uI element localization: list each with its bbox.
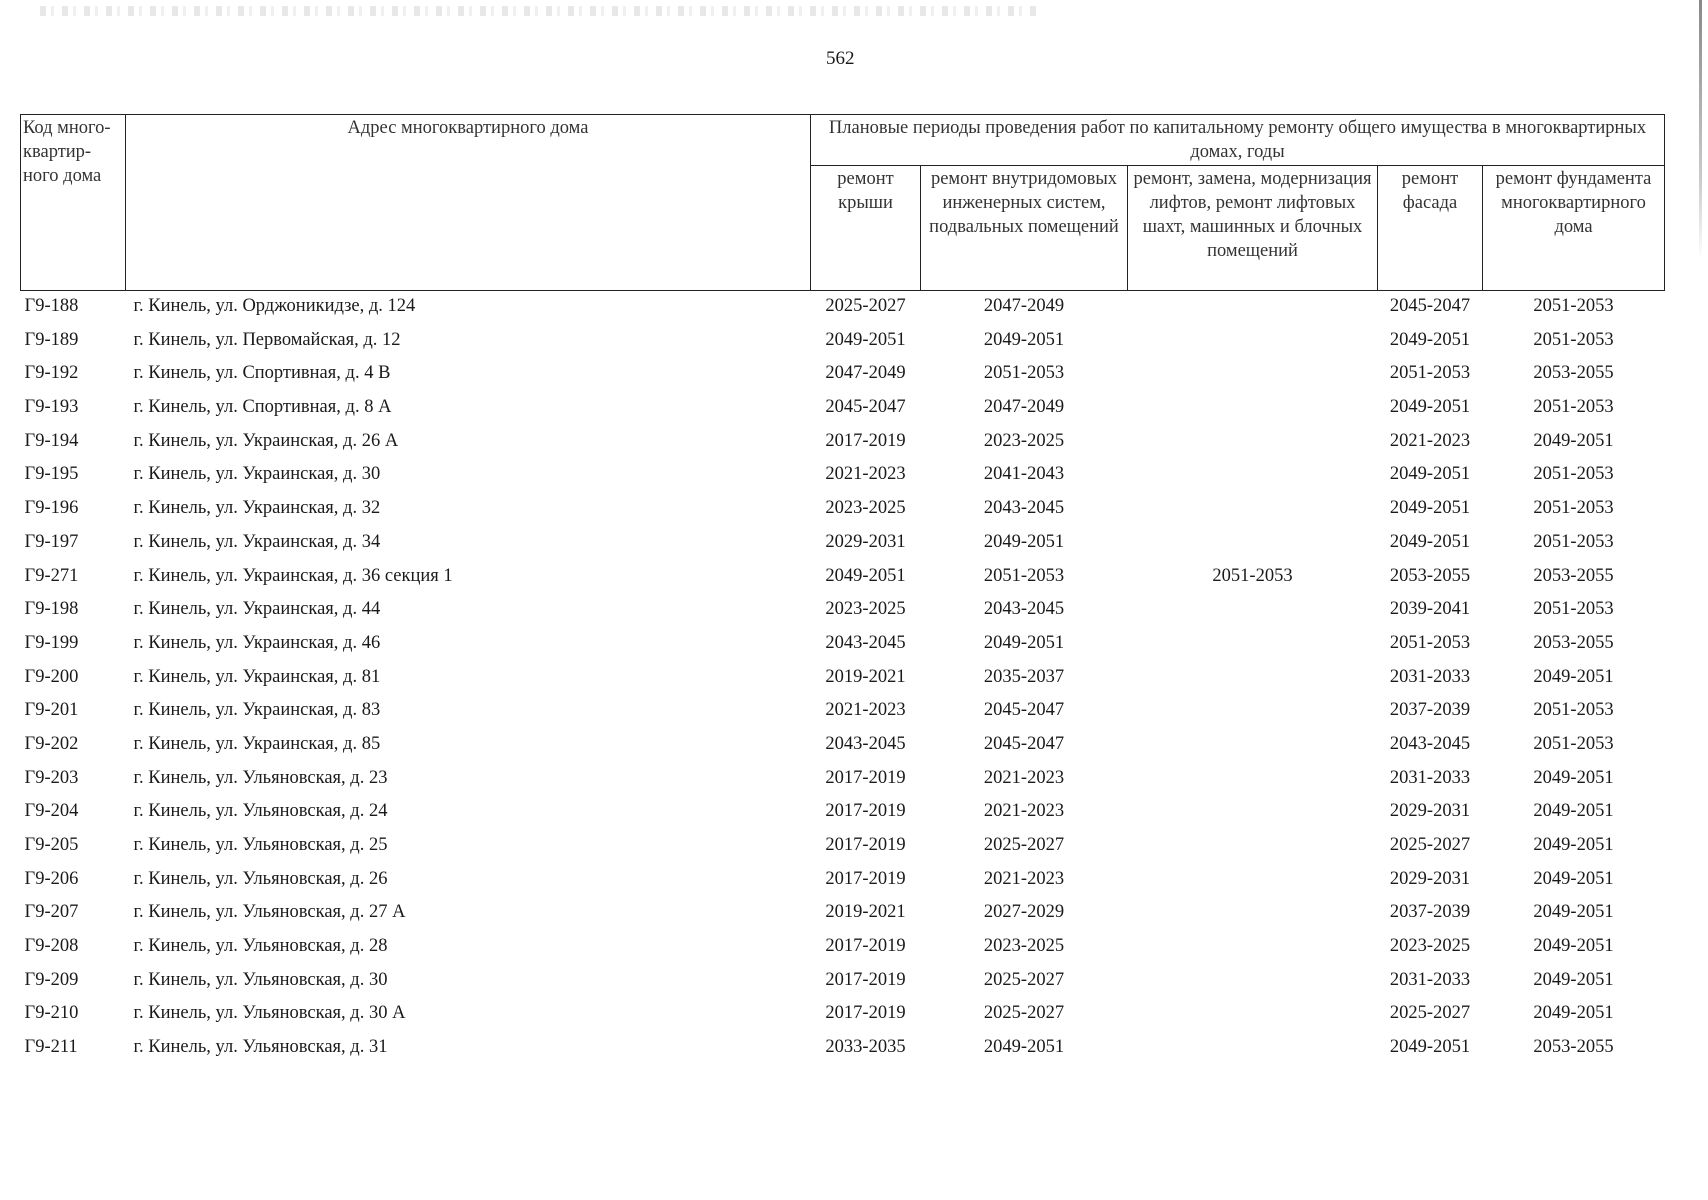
cell-elevators xyxy=(1128,864,1378,898)
cell-elevators xyxy=(1128,426,1378,460)
table-row xyxy=(21,763,1665,797)
cell-engineering: 2025-2027 xyxy=(983,835,1065,855)
cell-roof: 2021-2023 xyxy=(825,700,906,721)
cell-roof: 2019-2021 xyxy=(825,902,906,923)
cell-elevators xyxy=(1128,527,1378,561)
cell-facade: 2049-2051 xyxy=(1389,464,1471,485)
cell-code: Г9-202 xyxy=(24,733,79,754)
cell-elevators xyxy=(1128,965,1378,999)
cell-code: Г9-271 xyxy=(24,565,79,586)
cell-address: г. Кинель, ул. Украинская, д. 85 xyxy=(133,733,381,754)
cell-address: г. Кинель, ул. Украинская, д. 26 А xyxy=(133,430,399,451)
cell-code: Г9-188 xyxy=(24,296,79,316)
cell-address: г. Кинель, ул. Украинская, д. 32 xyxy=(133,498,381,519)
cell-code: Г9-204 xyxy=(24,801,79,822)
cell-roof: 2017-2019 xyxy=(825,801,906,822)
cell-roof: 2017-2019 xyxy=(825,868,906,889)
table-row xyxy=(21,729,1665,763)
cell-code: Г9-211 xyxy=(24,1037,78,1058)
cell-facade: 2037-2039 xyxy=(1389,902,1471,923)
cell-engineering: 2051-2053 xyxy=(983,363,1065,384)
cell-facade: 2025-2027 xyxy=(1389,835,1471,855)
cell-elevators xyxy=(1128,662,1378,696)
cell-facade: 2031-2033 xyxy=(1389,969,1471,990)
cell-elevators xyxy=(1128,695,1378,729)
cell-code: Г9-210 xyxy=(24,1003,79,1024)
cell-foundation: 2053-2055 xyxy=(1533,632,1614,653)
cell-engineering: 2051-2053 xyxy=(983,565,1065,586)
cell-facade: 2051-2053 xyxy=(1389,363,1471,384)
cell-foundation: 2053-2055 xyxy=(1533,1037,1614,1058)
table-row xyxy=(21,628,1665,662)
cell-roof: 2047-2049 xyxy=(825,363,906,384)
cell-foundation: 2051-2053 xyxy=(1533,329,1614,350)
cell-engineering: 2049-2051 xyxy=(983,531,1065,552)
cell-engineering: 2049-2051 xyxy=(983,1037,1065,1058)
cell-foundation: 2049-2051 xyxy=(1533,666,1614,687)
cell-facade: 2029-2031 xyxy=(1389,801,1471,822)
cell-elevators xyxy=(1128,628,1378,662)
cell-facade: 2043-2045 xyxy=(1389,733,1471,754)
table-row xyxy=(21,695,1665,729)
header-foundation: ремонт фундамента многоквартирного дома xyxy=(1483,166,1665,291)
cell-roof: 2033-2035 xyxy=(825,1037,906,1058)
cell-foundation: 2049-2051 xyxy=(1533,1003,1614,1024)
header-elevators: ремонт, замена, модернизация лифтов, ремонт лифтовых шахт, машинных и блочных помещений xyxy=(1128,166,1378,291)
cell-facade: 2031-2033 xyxy=(1389,666,1471,687)
cell-address: г. Кинель, ул. Орджоникидзе, д. 124 xyxy=(133,296,416,316)
cell-roof: 2043-2045 xyxy=(825,733,906,754)
table-row xyxy=(21,291,1665,325)
cell-elevators xyxy=(1128,493,1378,527)
cell-foundation: 2051-2053 xyxy=(1533,296,1614,316)
cell-engineering: 2021-2023 xyxy=(983,767,1065,788)
cell-code: Г9-209 xyxy=(24,969,79,990)
cell-code: Г9-201 xyxy=(24,700,79,721)
table-row xyxy=(21,1032,1665,1066)
cell-engineering: 2021-2023 xyxy=(983,801,1065,822)
cell-address: г. Кинель, ул. Ульяновская, д. 30 А xyxy=(133,1003,406,1024)
cell-foundation: 2053-2055 xyxy=(1533,565,1614,586)
cell-code: Г9-198 xyxy=(24,599,79,620)
cell-elevators xyxy=(1128,830,1378,864)
cell-foundation: 2051-2053 xyxy=(1533,733,1614,754)
cell-elevators xyxy=(1128,763,1378,797)
cell-roof: 2017-2019 xyxy=(825,430,906,451)
cell-elevators xyxy=(1128,594,1378,628)
cell-facade: 2053-2055 xyxy=(1389,565,1471,586)
cell-facade: 2049-2051 xyxy=(1389,329,1471,350)
cell-elevators xyxy=(1128,729,1378,763)
table-row xyxy=(21,662,1665,696)
cell-code: Г9-205 xyxy=(24,835,79,855)
cell-elevators xyxy=(1128,931,1378,965)
cell-facade: 2025-2027 xyxy=(1389,1003,1471,1024)
cell-roof: 2021-2023 xyxy=(825,464,906,485)
cell-code: Г9-207 xyxy=(24,902,79,923)
cell-roof: 2017-2019 xyxy=(825,969,906,990)
table-body xyxy=(21,291,1665,1066)
cell-foundation: 2051-2053 xyxy=(1533,700,1614,721)
cell-elevators: 2051-2053 xyxy=(1212,565,1293,586)
table-row xyxy=(21,325,1665,359)
cell-code: Г9-193 xyxy=(24,397,79,418)
cell-code: Г9-192 xyxy=(24,363,79,384)
cell-facade: 2045-2047 xyxy=(1389,296,1471,316)
cell-foundation: 2049-2051 xyxy=(1533,969,1614,990)
header-engineering: ремонт внутридомовых инженерных систем, подвальных помещений xyxy=(921,166,1128,291)
cell-engineering: 2021-2023 xyxy=(983,868,1065,889)
table-row xyxy=(21,392,1665,426)
cell-code: Г9-189 xyxy=(24,329,79,350)
cell-roof: 2017-2019 xyxy=(825,1003,906,1024)
repair-schedule-table xyxy=(20,114,1665,1066)
table-row xyxy=(21,594,1665,628)
cell-address: г. Кинель, ул. Ульяновская, д. 25 xyxy=(133,835,388,855)
cell-facade: 2051-2053 xyxy=(1389,632,1471,653)
cell-foundation: 2051-2053 xyxy=(1533,531,1614,552)
page-number: 562 xyxy=(826,48,855,69)
cell-foundation: 2049-2051 xyxy=(1533,835,1614,855)
cell-facade: 2029-2031 xyxy=(1389,868,1471,889)
cell-code: Г9-197 xyxy=(24,531,79,552)
table-row xyxy=(21,897,1665,931)
cell-foundation: 2049-2051 xyxy=(1533,868,1614,889)
cell-foundation: 2049-2051 xyxy=(1533,430,1614,451)
cell-engineering: 2049-2051 xyxy=(983,632,1065,653)
cell-engineering: 2047-2049 xyxy=(983,397,1065,418)
cell-roof: 2017-2019 xyxy=(825,835,906,855)
cell-engineering: 2043-2045 xyxy=(983,599,1065,620)
cell-foundation: 2053-2055 xyxy=(1533,363,1614,384)
cell-address: г. Кинель, ул. Украинская, д. 36 секция 1 xyxy=(133,565,453,586)
cell-roof: 2023-2025 xyxy=(825,599,906,620)
cell-engineering: 2023-2025 xyxy=(983,936,1065,957)
cell-address: г. Кинель, ул. Ульяновская, д. 27 А xyxy=(133,902,406,923)
cell-elevators xyxy=(1128,796,1378,830)
cell-foundation: 2051-2053 xyxy=(1533,599,1614,620)
cell-code: Г9-203 xyxy=(24,767,79,788)
cell-engineering: 2023-2025 xyxy=(983,430,1065,451)
cell-roof: 2017-2019 xyxy=(825,936,906,957)
table-row xyxy=(21,830,1665,864)
cell-engineering: 2045-2047 xyxy=(983,733,1065,754)
cell-foundation: 2051-2053 xyxy=(1533,397,1614,418)
cell-facade: 2049-2051 xyxy=(1389,397,1471,418)
cell-facade: 2037-2039 xyxy=(1389,700,1471,721)
cell-address: г. Кинель, ул. Ульяновская, д. 28 xyxy=(133,936,388,957)
table-row xyxy=(21,998,1665,1032)
cell-roof: 2029-2031 xyxy=(825,531,906,552)
cell-address: г. Кинель, ул. Украинская, д. 81 xyxy=(133,666,381,687)
scan-noise-top xyxy=(40,6,1040,16)
cell-engineering: 2025-2027 xyxy=(983,1003,1065,1024)
cell-roof: 2045-2047 xyxy=(825,397,906,418)
cell-engineering: 2025-2027 xyxy=(983,969,1065,990)
table-row xyxy=(21,796,1665,830)
cell-address: г. Кинель, ул. Украинская, д. 83 xyxy=(133,700,381,721)
cell-address: г. Кинель, ул. Ульяновская, д. 26 xyxy=(133,868,388,889)
cell-roof: 2023-2025 xyxy=(825,498,906,519)
cell-engineering: 2045-2047 xyxy=(983,700,1065,721)
cell-facade: 2049-2051 xyxy=(1389,498,1471,519)
cell-code: Г9-199 xyxy=(24,632,79,653)
cell-roof: 2025-2027 xyxy=(825,296,906,316)
cell-facade: 2021-2023 xyxy=(1389,430,1471,451)
table-header xyxy=(21,115,1665,291)
table-row xyxy=(21,358,1665,392)
cell-address: г. Кинель, ул. Первомайская, д. 12 xyxy=(133,329,401,350)
cell-elevators xyxy=(1128,392,1378,426)
table-row xyxy=(21,426,1665,460)
cell-roof: 2049-2051 xyxy=(825,565,906,586)
cell-elevators xyxy=(1128,325,1378,359)
cell-engineering: 2041-2043 xyxy=(983,464,1065,485)
cell-address: г. Кинель, ул. Спортивная, д. 8 А xyxy=(133,397,392,418)
cell-address: г. Кинель, ул. Ульяновская, д. 23 xyxy=(133,767,388,788)
cell-address: г. Кинель, ул. Украинская, д. 44 xyxy=(133,599,381,620)
table-row xyxy=(21,931,1665,965)
cell-code: Г9-208 xyxy=(24,936,79,957)
cell-code: Г9-194 xyxy=(24,430,79,451)
cell-code: Г9-196 xyxy=(24,498,79,519)
table-row xyxy=(21,493,1665,527)
cell-facade: 2049-2051 xyxy=(1389,1037,1471,1058)
cell-foundation: 2049-2051 xyxy=(1533,902,1614,923)
cell-facade: 2023-2025 xyxy=(1389,936,1471,957)
cell-address: г. Кинель, ул. Ульяновская, д. 30 xyxy=(133,969,388,990)
cell-foundation: 2049-2051 xyxy=(1533,801,1614,822)
cell-address: г. Кинель, ул. Украинская, д. 46 xyxy=(133,632,381,653)
header-periods: Плановые периоды проведения работ по капитальному ремонту общего имущества в многоквартирных домах, годы xyxy=(811,115,1665,166)
cell-foundation: 2049-2051 xyxy=(1533,767,1614,788)
cell-code: Г9-195 xyxy=(24,464,79,485)
cell-address: г. Кинель, ул. Украинская, д. 30 xyxy=(133,464,381,485)
cell-engineering: 2049-2051 xyxy=(983,329,1065,350)
table-row xyxy=(21,965,1665,999)
cell-foundation: 2051-2053 xyxy=(1533,498,1614,519)
table-row xyxy=(21,527,1665,561)
table-row xyxy=(21,864,1665,898)
cell-engineering: 2043-2045 xyxy=(983,498,1065,519)
cell-address: г. Кинель, ул. Спортивная, д. 4 В xyxy=(133,363,391,384)
header-address: Адрес многоквартирного дома xyxy=(126,115,811,291)
cell-address: г. Кинель, ул. Ульяновская, д. 31 xyxy=(133,1037,388,1058)
cell-elevators xyxy=(1128,358,1378,392)
cell-facade: 2031-2033 xyxy=(1389,767,1471,788)
cell-engineering: 2035-2037 xyxy=(983,666,1065,687)
cell-elevators xyxy=(1128,1032,1378,1066)
cell-foundation: 2051-2053 xyxy=(1533,464,1614,485)
scan-edge-right xyxy=(1699,0,1702,260)
header-code: Код много-квартир-ного дома xyxy=(21,115,126,291)
table-row xyxy=(21,459,1665,493)
cell-elevators xyxy=(1128,897,1378,931)
cell-roof: 2017-2019 xyxy=(825,767,906,788)
cell-facade: 2049-2051 xyxy=(1389,531,1471,552)
cell-elevators xyxy=(1128,998,1378,1032)
header-roof: ремонт крыши xyxy=(811,166,921,291)
cell-roof: 2019-2021 xyxy=(825,666,906,687)
cell-roof: 2049-2051 xyxy=(825,329,906,350)
cell-elevators xyxy=(1128,459,1378,493)
cell-roof: 2043-2045 xyxy=(825,632,906,653)
cell-code: Г9-200 xyxy=(24,666,79,687)
cell-elevators xyxy=(1128,291,1378,325)
table-row xyxy=(21,561,1665,595)
header-facade: ремонт фасада xyxy=(1378,166,1483,291)
cell-code: Г9-206 xyxy=(24,868,79,889)
cell-engineering: 2047-2049 xyxy=(983,296,1065,316)
cell-foundation: 2049-2051 xyxy=(1533,936,1614,957)
cell-facade: 2039-2041 xyxy=(1389,599,1471,620)
cell-address: г. Кинель, ул. Украинская, д. 34 xyxy=(133,531,381,552)
cell-engineering: 2027-2029 xyxy=(983,902,1065,923)
cell-address: г. Кинель, ул. Ульяновская, д. 24 xyxy=(133,801,388,822)
